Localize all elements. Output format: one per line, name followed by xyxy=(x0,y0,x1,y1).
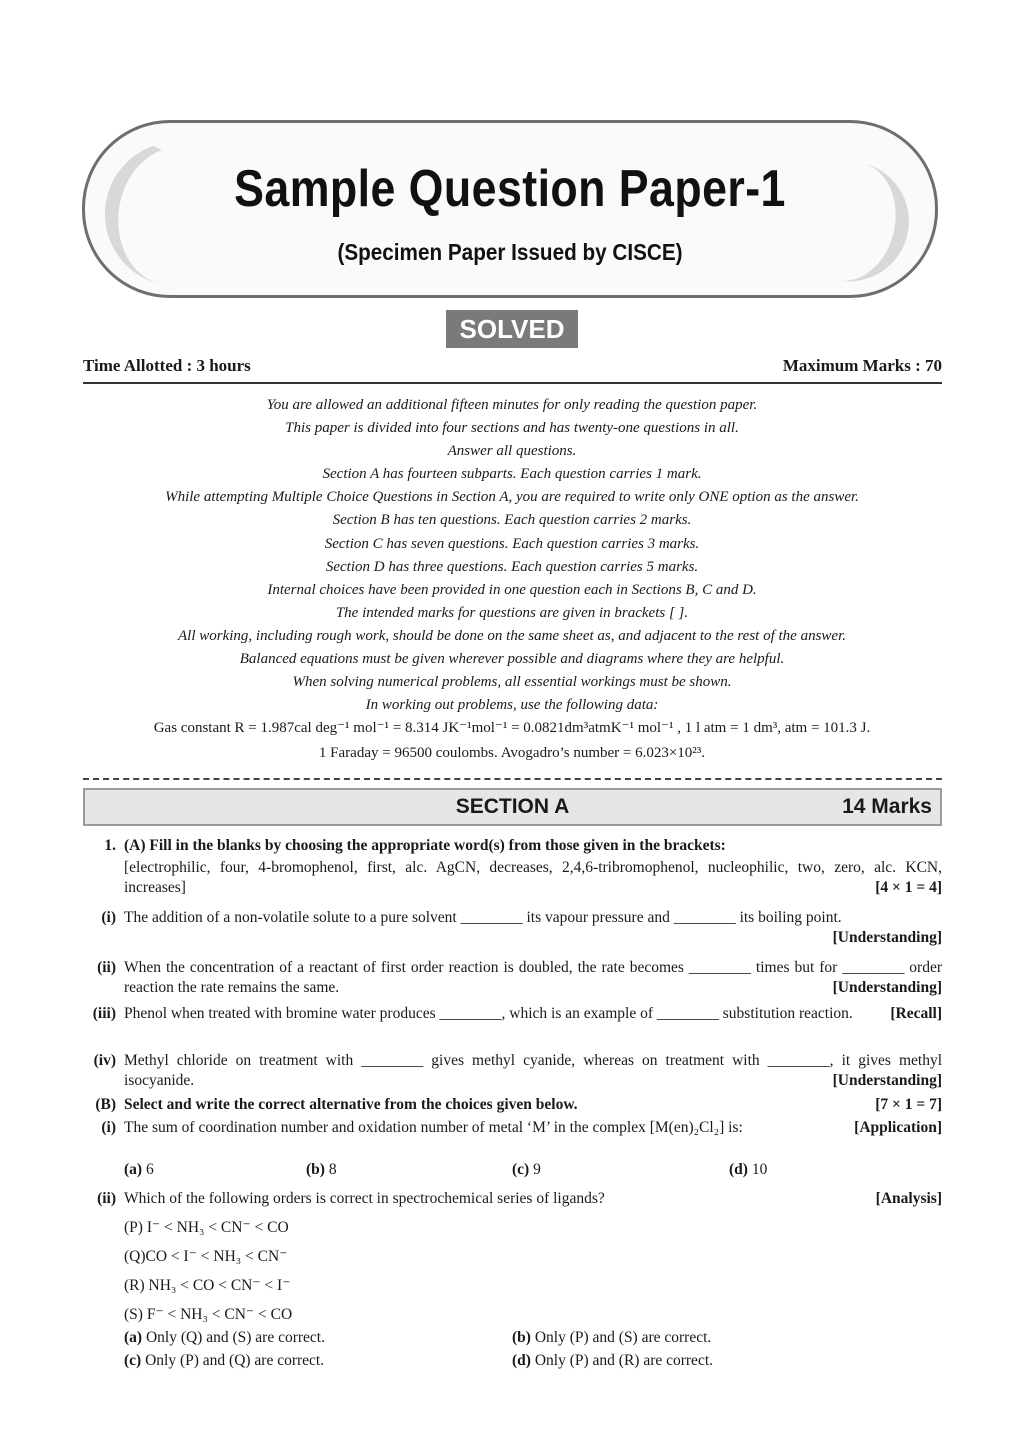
option-value: Only (P) and (S) are correct. xyxy=(534,1329,712,1346)
skill-tag: [Understanding] xyxy=(832,979,942,996)
mcq-label: (i) xyxy=(101,1119,116,1136)
instruction-line: Section A has fourteen subparts. Each question carries 1 mark. xyxy=(322,466,702,483)
option-key: (a) xyxy=(124,1329,143,1346)
option-key: (c) xyxy=(124,1352,142,1369)
dashed-divider xyxy=(83,778,942,780)
part-a-heading xyxy=(124,836,942,856)
option-value: 6 xyxy=(145,1161,154,1178)
instruction-line: The intended marks for questions are given in brackets [ ]. xyxy=(335,604,689,621)
maximum-marks: Maximum Marks : 70 xyxy=(782,356,942,375)
part-b-label: (B) xyxy=(95,1096,116,1113)
blank-label: (ii) xyxy=(97,959,116,976)
blank-text: Phenol when treated with bromine water produces ________, which is an example of ________ substitution reaction. xyxy=(124,1005,853,1022)
series-item: (P) I⁻ < NH₃ < CN⁻ < CO xyxy=(124,1219,289,1236)
option xyxy=(124,1328,325,1348)
skill-tag: [Understanding] xyxy=(832,929,942,946)
section-header xyxy=(83,788,942,826)
instruction-line: You are allowed an additional fifteen minutes for only reading the question paper. xyxy=(266,397,758,413)
title-banner xyxy=(82,120,938,298)
solved-badge: SOLVED xyxy=(446,310,578,348)
blank-text: The addition of a non-volatile solute to a pure solvent ________ its vapour pressure and ________ its boiling point. xyxy=(124,909,842,926)
blank-label: (i) xyxy=(101,909,116,926)
option xyxy=(512,1351,713,1371)
skill-tag: [Understanding] xyxy=(832,1072,942,1089)
word-list xyxy=(124,858,942,898)
option-key: (c) xyxy=(512,1161,530,1178)
word-list-text: [electrophilic, four, 4-bromophenol, first, alc. AgCN, decreases, 2,4,6-tribromophenol, nucleophilic, two, zero, alc. KCN, increases] xyxy=(124,859,942,896)
option-value: Only (P) and (Q) are correct. xyxy=(145,1352,325,1369)
instruction-line: Section D has three questions. Each question carries 5 marks. xyxy=(325,558,699,575)
time-allotted: Time Allotted : 3 hours xyxy=(83,356,251,375)
option-key: (d) xyxy=(512,1352,531,1369)
skill-tag: [Analysis] xyxy=(875,1190,942,1207)
blank-text: When the concentration of a reactant of first order reaction is doubled, the rate becomes ________ times but for ________ order reaction the rate remains the same. xyxy=(124,959,942,996)
blank-text: Methyl chloride on treatment with ________ gives methyl cyanide, whereas on treatment with ________, it gives methyl isocyanide. xyxy=(124,1052,942,1089)
mcq-question xyxy=(124,1189,942,1209)
instruction-line: Section C has seven questions. Each question carries 3 marks. xyxy=(324,535,700,552)
page-title: Sample Question Paper-1 xyxy=(234,160,786,218)
series-item: (S) F⁻ < NH₃ < CN⁻ < CO xyxy=(124,1306,293,1323)
section-marks: 14 Marks xyxy=(842,795,932,818)
blank-question xyxy=(124,1004,942,1024)
instruction-line: In working out problems, use the following data: xyxy=(365,697,659,714)
skill-tag: [Recall] xyxy=(890,1005,942,1022)
part-b-heading xyxy=(124,1095,942,1115)
instruction-line: Answer all questions. xyxy=(447,443,577,460)
series-item: (R) NH₃ < CO < CN⁻ < I⁻ xyxy=(124,1277,291,1294)
instruction-line: While attempting Multiple Choice Questions in Section A, you are required to write only ONE option as the answer. xyxy=(165,489,859,506)
option-value: Only (Q) and (S) are correct. xyxy=(145,1329,325,1346)
instructions xyxy=(60,394,964,717)
option-key: (a) xyxy=(124,1161,143,1178)
option-key: (b) xyxy=(306,1161,325,1178)
blank-question xyxy=(124,958,942,998)
section-title: SECTION A xyxy=(455,795,570,818)
blank-question xyxy=(124,908,942,948)
series-item: (Q)CO < I⁻ < NH₃ < CN⁻ xyxy=(124,1248,288,1265)
instruction-line: When solving numerical problems, all essential workings must be shown. xyxy=(292,674,732,691)
option xyxy=(729,1160,767,1180)
option-value: 10 xyxy=(751,1161,768,1178)
instruction-line: Section B has ten questions. Each question carries 2 marks. xyxy=(332,512,692,529)
blank-label: (iii) xyxy=(92,1005,116,1022)
mcq-label: (ii) xyxy=(97,1190,116,1207)
option xyxy=(306,1160,337,1180)
gas-constant-line: Gas constant R = 1.987cal deg⁻¹ mol⁻¹ = 8.314 JK⁻¹mol⁻¹ = 0.0821dm³atmK⁻¹ mol⁻¹ , 1 l atm = 1 dm³, atm = 101.3 J. xyxy=(153,720,871,736)
mcq-question xyxy=(124,1118,942,1138)
part-b-text: Select and write the correct alternative from the choices given below. xyxy=(124,1096,578,1113)
option-key: (b) xyxy=(512,1329,531,1346)
part-a-marks: [4 × 1 = 4] xyxy=(875,879,942,896)
faraday-line: 1 Faraday = 96500 coulombs. Avogadro’s number = 6.023×10²³. xyxy=(318,745,706,761)
option xyxy=(124,1351,324,1371)
part-a-text: Fill in the blanks by choosing the appropriate word(s) from those given in the brackets: xyxy=(149,837,726,854)
instruction-line: This paper is divided into four sections and has twenty-one questions in all. xyxy=(285,420,739,437)
question-number: 1. xyxy=(104,837,116,854)
skill-tag: [Application] xyxy=(854,1119,942,1136)
instruction-line: All working, including rough work, should be done on the same sheet as, and adjacent to the rest of the answer. xyxy=(178,627,846,644)
mcq-text: The sum of coordination number and oxidation number of metal ‘M’ in the complex [M(en)₂Cl₂] is: xyxy=(124,1119,743,1136)
option-value: Only (P) and (R) are correct. xyxy=(534,1352,714,1369)
option-key: (d) xyxy=(729,1161,748,1178)
option xyxy=(512,1328,711,1348)
instruction-line: Internal choices have been provided in one question each in Sections B, C and D. xyxy=(267,581,757,598)
option-value: 8 xyxy=(328,1161,337,1178)
option xyxy=(124,1160,154,1180)
blank-question xyxy=(124,1051,942,1091)
mcq-text: Which of the following orders is correct in spectrochemical series of ligands? xyxy=(124,1190,605,1207)
instruction-line: Balanced equations must be given wherever possible and diagrams where they are helpful. xyxy=(239,651,785,668)
page-subtitle: (Specimen Paper Issued by CISCE) xyxy=(337,239,683,265)
blank-label: (iv) xyxy=(93,1052,116,1069)
part-b-marks: [7 × 1 = 7] xyxy=(875,1096,942,1113)
option-value: 9 xyxy=(533,1161,541,1178)
option xyxy=(512,1160,541,1180)
header-divider xyxy=(83,382,942,384)
part-a-label: (A) xyxy=(124,837,146,854)
